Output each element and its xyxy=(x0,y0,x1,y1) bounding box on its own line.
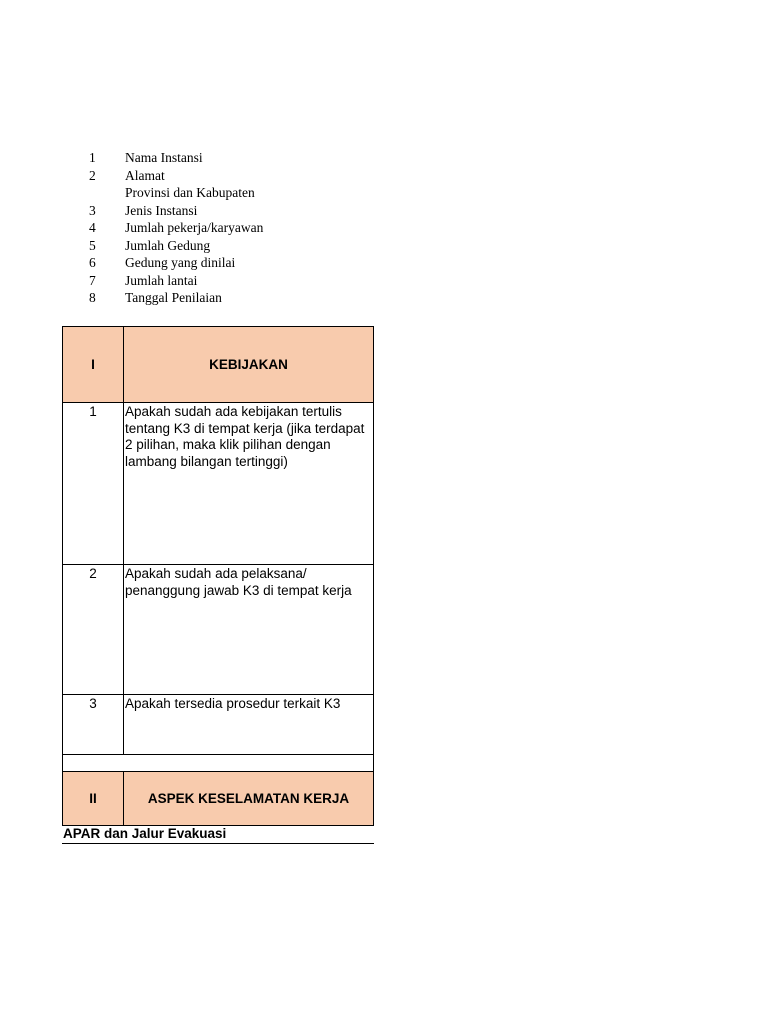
info-number: 3 xyxy=(89,202,96,218)
info-label: Jenis Instansi xyxy=(125,202,198,218)
section-2-subheading xyxy=(62,826,374,844)
info-number: 6 xyxy=(89,255,96,270)
section-1-title: KEBIJAKAN xyxy=(209,357,288,372)
info-number: 8 xyxy=(89,290,96,305)
section-1-title-cell xyxy=(123,326,374,403)
section-2-title: ASPEK KESELAMATAN KERJA xyxy=(147,791,350,806)
info-label: Jumlah lantai xyxy=(125,272,198,288)
info-number: 7 xyxy=(89,272,96,288)
question-2-number-cell xyxy=(62,564,124,695)
spacer-row xyxy=(62,754,374,772)
info-label: Alamat xyxy=(125,167,165,183)
question-1-number-cell xyxy=(62,402,124,565)
question-number: 1 xyxy=(89,404,97,419)
section-2-title-cell xyxy=(123,771,374,826)
question-text: Apakah tersedia prosedur terkait K3 xyxy=(125,696,341,711)
info-label: Jumlah pekerja/karyawan xyxy=(125,220,264,235)
question-text: Apakah sudah ada pelaksana/ penanggung jawab K3 di tempat kerja xyxy=(125,566,352,598)
section-1-roman: I xyxy=(91,357,95,372)
info-label: Gedung yang dinilai xyxy=(125,255,236,270)
info-label: Jumlah Gedung xyxy=(125,237,211,253)
section-1-roman-cell xyxy=(62,326,124,403)
question-number: 2 xyxy=(89,566,97,581)
info-number: 2 xyxy=(89,167,96,183)
section-2-roman: II xyxy=(89,791,97,806)
info-number: 1 xyxy=(89,150,96,165)
info-label: Nama Instansi xyxy=(125,150,203,165)
question-3-cell[interactable] xyxy=(123,694,374,755)
question-2-cell[interactable] xyxy=(123,564,374,695)
question-1-cell[interactable] xyxy=(123,402,374,565)
question-3-number-cell xyxy=(62,694,124,755)
info-number: 4 xyxy=(89,220,96,235)
info-label: Provinsi dan Kabupaten xyxy=(125,185,255,200)
subheading-text: APAR dan Jalur Evakuasi xyxy=(63,826,227,841)
info-label: Tanggal Penilaian xyxy=(125,290,222,305)
section-2-roman-cell xyxy=(62,771,124,826)
question-text: Apakah sudah ada kebijakan tertulis tentang K3 di tempat kerja (jika terdapat 2 pilihan, maka klik pilihan dengan lambang bilangan tertinggi) xyxy=(125,404,365,469)
info-number: 5 xyxy=(89,237,96,253)
question-number: 3 xyxy=(89,696,97,711)
